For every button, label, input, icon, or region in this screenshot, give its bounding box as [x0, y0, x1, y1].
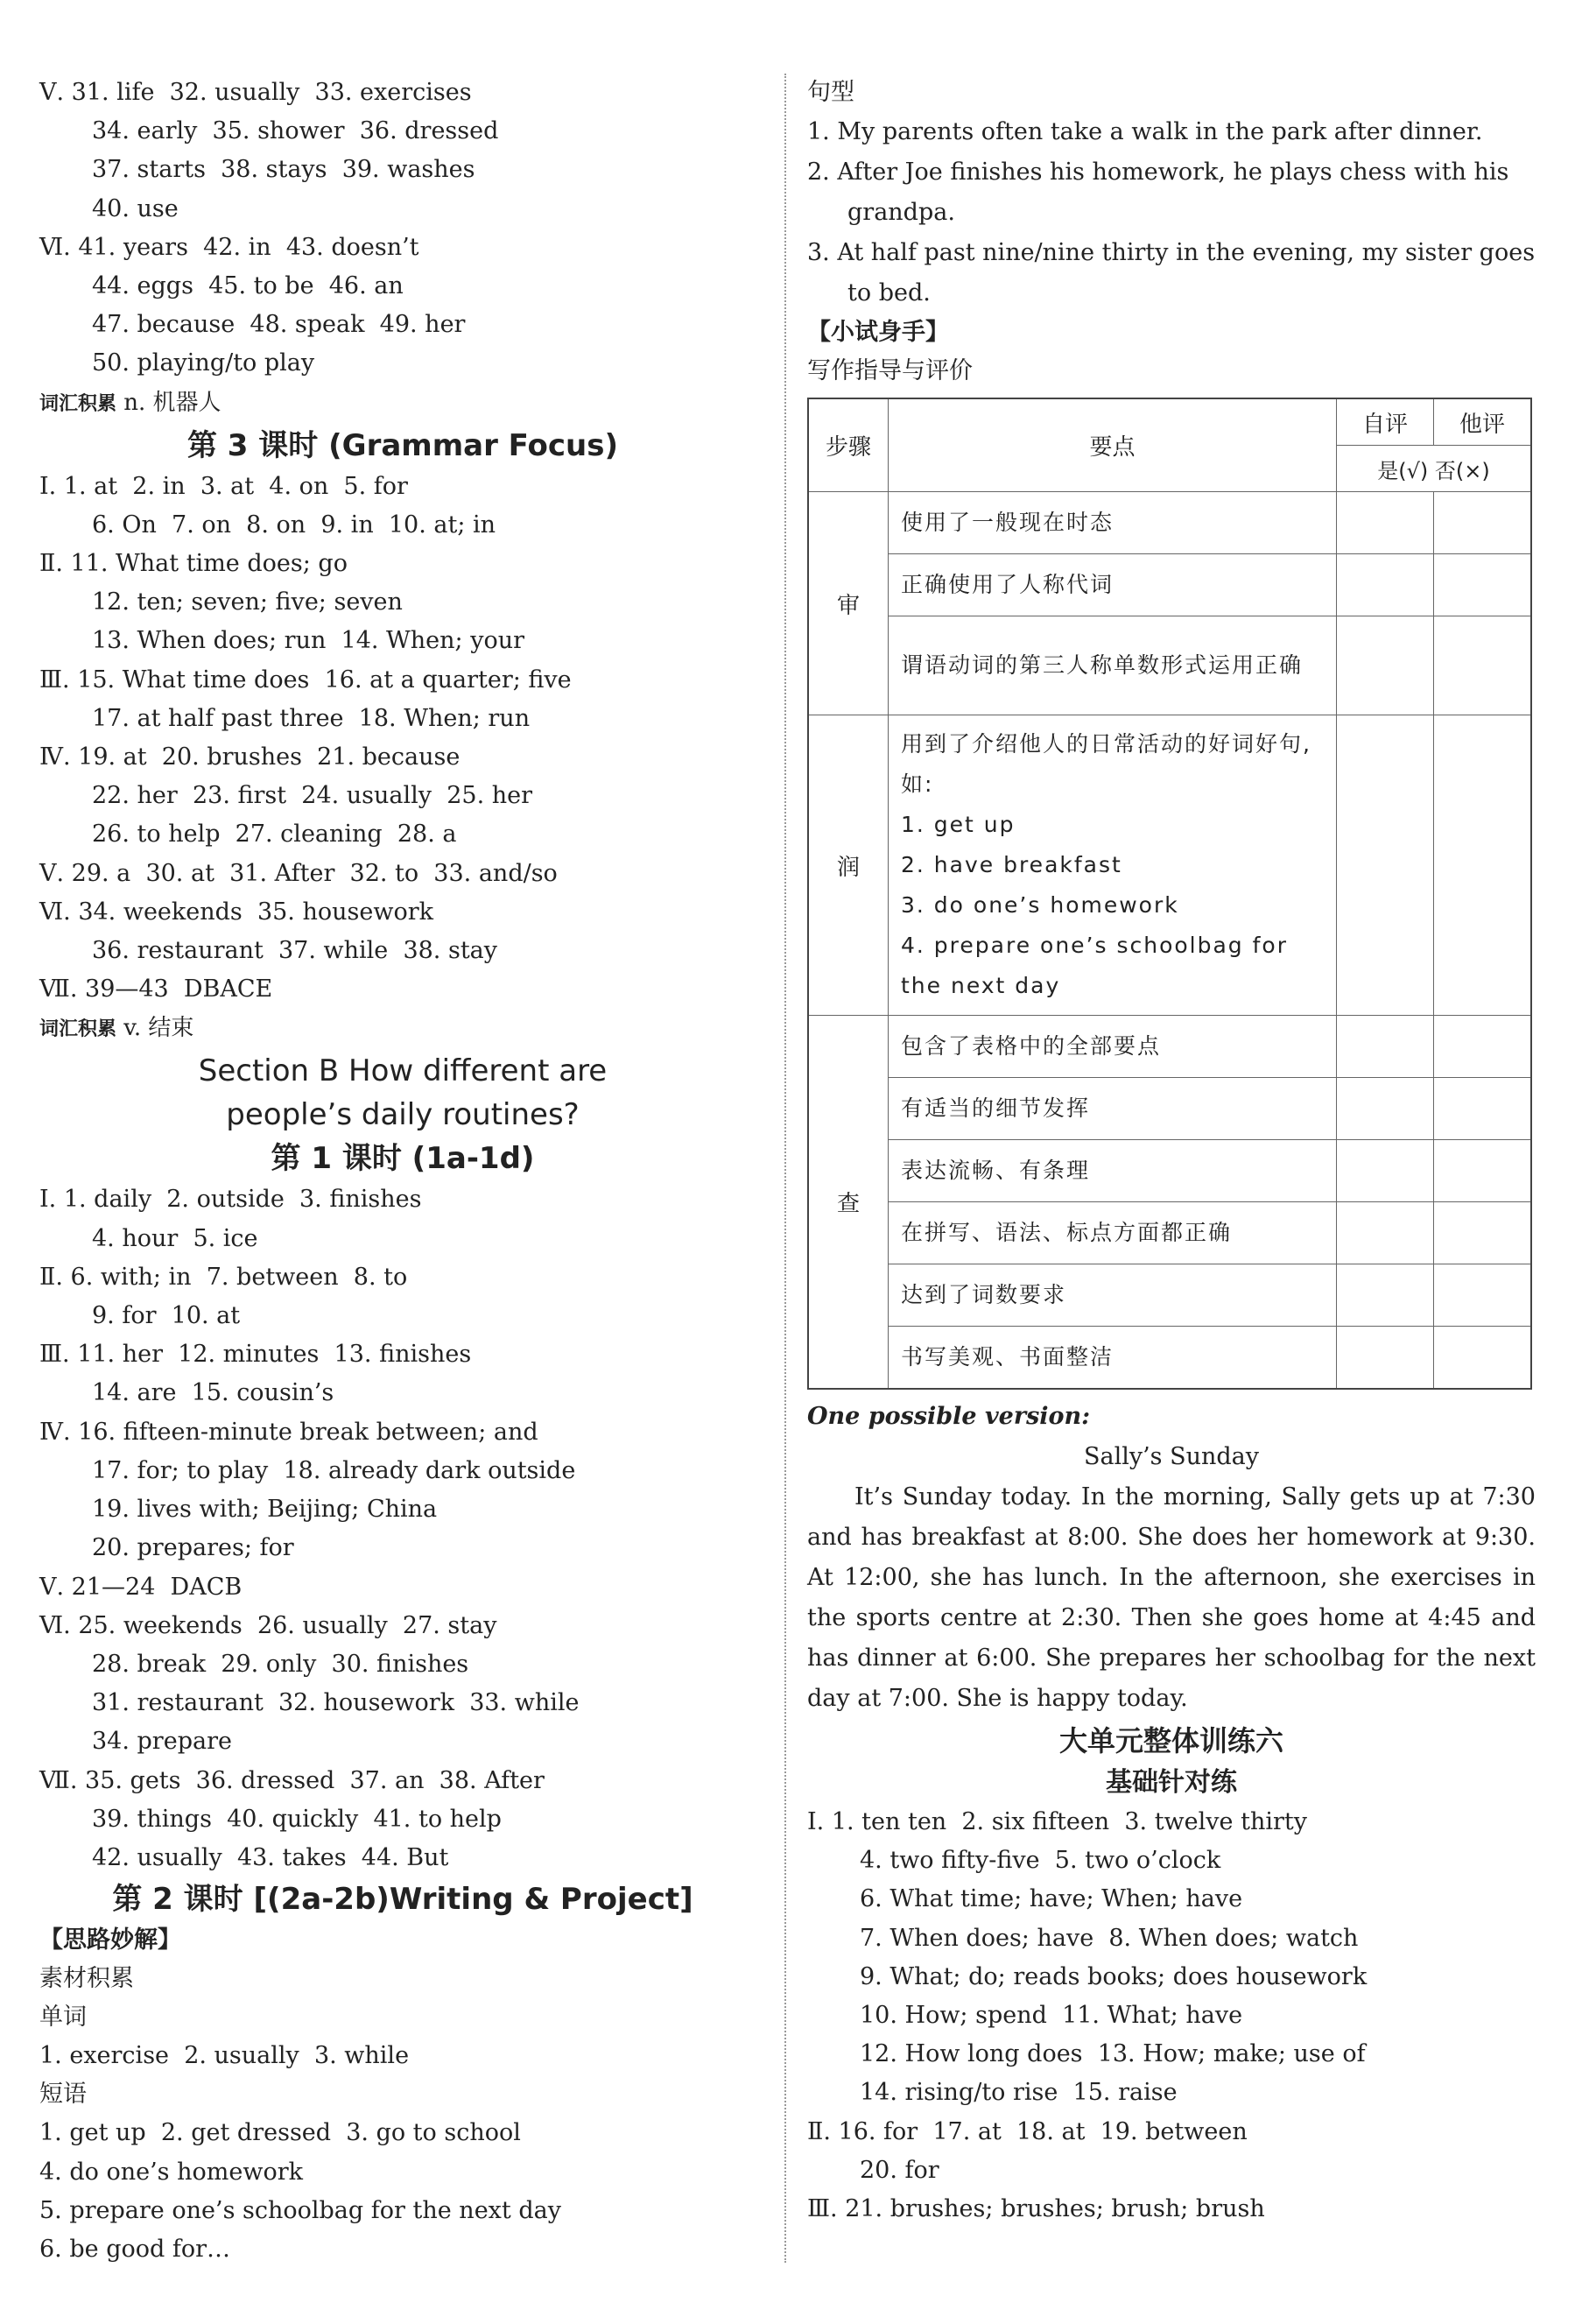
- answer-line: 9. for 10. at: [92, 1302, 241, 1330]
- essay-body: [807, 1477, 1536, 1719]
- step-run: 润: [808, 715, 889, 1016]
- point-item: 包含了表格中的全部要点: [889, 1016, 1337, 1078]
- sentence-item: 1. My parents often take a walk in the park after dinner.: [807, 118, 1483, 145]
- answer-line: 4. two fifty-five 5. two o’clock: [860, 1847, 1221, 1875]
- header-other: 他评: [1434, 398, 1532, 446]
- self-check-cell[interactable]: [1337, 715, 1434, 1016]
- unit-subtitle: 基础针对练: [1106, 1767, 1237, 1798]
- sucai-heading: 素材积累: [39, 1965, 134, 1993]
- left-column: [39, 74, 766, 2269]
- answer-line: 40. use: [92, 194, 179, 222]
- answer-line: 7. When does; have 8. When does; watch: [860, 1924, 1359, 1952]
- step-cha: 查: [808, 1016, 889, 1390]
- peer-check-cell[interactable]: [1434, 492, 1532, 554]
- answer-line: Ⅲ. 15. What time does 16. at a quarter; five: [39, 666, 572, 694]
- lesson-3-answers: [39, 468, 766, 1010]
- answers-v-vi: [39, 74, 766, 384]
- point-item: 有适当的细节发挥: [889, 1078, 1337, 1140]
- column-divider: [784, 74, 786, 2263]
- peer-check-cell[interactable]: [1434, 1264, 1532, 1327]
- vocab-text: n. 机器人: [116, 389, 221, 416]
- answer-line: Ⅲ. 21. brushes; brushes; brush; brush: [807, 2195, 1265, 2223]
- answer-line: Ⅱ. 6. with; in 7. between 8. to: [39, 1263, 408, 1291]
- lesson-3-title: 第 3 课时 (Grammar Focus): [186, 427, 619, 463]
- answer-line: 26. to help 27. cleaning 28. a: [92, 820, 457, 849]
- sentence-item: 2. After Joe finishes his homework, he plays chess with his grandpa.: [807, 158, 1509, 226]
- phrase-line: 6. be good for…: [39, 2235, 231, 2263]
- self-check-cell[interactable]: [1337, 1264, 1434, 1327]
- answer-line: 34. prepare: [92, 1728, 232, 1756]
- point-item: 达到了词数要求: [889, 1264, 1337, 1327]
- answer-line: 17. for; to play 18. already dark outside: [92, 1456, 576, 1484]
- essay-paragraph: It’s Sunday today. In the morning, Sally gets up at 7:30 and has breakfast at 8:00. She does her homework at 9:30. At 12:00, she has lunch. In the afternoon, she exercises in the sports centre at 2:30. Then she goes home at 4:45 and has dinner at 6:00. She prepares her schoolbag for the next day at 7:00. She is happy today.: [807, 1483, 1536, 1712]
- peer-check-cell[interactable]: [1434, 1140, 1532, 1202]
- answer-line: 42. usually 43. takes 44. But: [92, 1843, 449, 1871]
- self-check-cell[interactable]: [1337, 1202, 1434, 1264]
- answer-line: Ⅵ. 25. weekends 26. usually 27. stay: [39, 1611, 497, 1639]
- self-check-cell[interactable]: [1337, 554, 1434, 616]
- answer-line: 12. How long does 13. How; make; use of: [860, 2040, 1366, 2068]
- answer-line: Ⅴ. 29. a 30. at 31. After 32. to 33. and/so: [39, 859, 558, 887]
- answer-line: Ⅱ. 11. What time does; go: [39, 550, 348, 578]
- answer-line: 20. for: [860, 2156, 939, 2184]
- guide-title: 写作指导与评价: [807, 357, 973, 384]
- point-item: 用到了介绍他人的日常活动的好词好句,如: 1. get up 2. have breakfast 3. do one’s homework 4. prepare one’s schoolbag for the next day: [889, 715, 1337, 1016]
- answer-line: 28. break 29. only 30. finishes: [92, 1650, 469, 1678]
- answer-line: Ⅶ. 39—43 DBACE: [39, 975, 273, 1004]
- answer-line: 22. her 23. first 24. usually 25. her: [92, 782, 533, 810]
- answer-line: Ⅱ. 16. for 17. at 18. at 19. between: [807, 2117, 1248, 2145]
- answer-line: Ⅰ. 1. ten ten 2. six fifteen 3. twelve thirty: [807, 1808, 1307, 1835]
- answer-line: 37. starts 38. stays 39. washes: [92, 156, 475, 184]
- peer-check-cell[interactable]: [1434, 1078, 1532, 1140]
- point-item: 表达流畅、有条理: [889, 1140, 1337, 1202]
- juxing-heading: 句型: [807, 79, 854, 106]
- header-yes-no: 是(√) 否(×): [1337, 446, 1532, 492]
- header-step: 步骤: [808, 398, 889, 492]
- answer-line: 4. hour 5. ice: [92, 1224, 258, 1252]
- answer-line: 19. lives with; Beijing; China: [92, 1496, 438, 1524]
- essay-title: Sally’s Sunday: [1083, 1443, 1260, 1470]
- answer-line: Ⅶ. 35. gets 36. dressed 37. an 38. After: [39, 1766, 545, 1794]
- answer-line: 14. are 15. cousin’s: [92, 1379, 334, 1407]
- answer-line: Ⅵ. 41. years 42. in 43. doesn’t: [39, 233, 419, 261]
- header-self: 自评: [1337, 398, 1434, 446]
- danci-line: 1. exercise 2. usually 3. while: [39, 2042, 410, 2070]
- answer-line: 14. rising/to rise 15. raise: [860, 2079, 1178, 2107]
- header-point: 要点: [889, 398, 1337, 492]
- right-column: [807, 74, 1536, 2229]
- point-item: 书写美观、书面整洁: [889, 1327, 1337, 1390]
- point-item: 使用了一般现在时态: [889, 492, 1337, 554]
- lesson-2-title: 第 2 课时 [(2a-2b)Writing & Project]: [112, 1882, 693, 1918]
- vocab-tag: 词汇积累: [39, 1018, 117, 1041]
- phrase-line: 4. do one’s homework: [39, 2158, 303, 2186]
- silu-heading: 【思路妙解】: [39, 1926, 181, 1954]
- self-check-cell[interactable]: [1337, 1078, 1434, 1140]
- unit-title: 大单元整体训练六: [1058, 1724, 1283, 1757]
- peer-check-cell[interactable]: [1434, 715, 1532, 1016]
- step-shen: 审: [808, 492, 889, 715]
- answer-line: 10. How; spend 11. What; have: [860, 2002, 1243, 2030]
- answer-line: 13. When does; run 14. When; your: [92, 627, 525, 655]
- vocab-note: [39, 384, 766, 424]
- vocab-note: [39, 1009, 766, 1049]
- lesson-1-title: 第 1 课时 (1a-1d): [271, 1141, 535, 1177]
- point-item: 正确使用了人称代词: [889, 554, 1337, 616]
- answer-line: 36. restaurant 37. while 38. stay: [92, 937, 498, 965]
- duanyu-heading: 短语: [39, 2081, 87, 2109]
- answer-line: 44. eggs 45. to be 46. an: [92, 272, 404, 300]
- answer-line: Ⅳ. 19. at 20. brushes 21. because: [39, 743, 461, 771]
- self-check-cell[interactable]: [1337, 492, 1434, 554]
- section-b-title: Section B How different are: [198, 1053, 608, 1089]
- peer-check-cell[interactable]: [1434, 616, 1532, 715]
- point-item: 谓语动词的第三人称单数形式运用正确: [889, 616, 1337, 715]
- vocab-tag: 词汇积累: [39, 392, 117, 415]
- unit-answers: [807, 1803, 1536, 2229]
- answer-line: 39. things 40. quickly 41. to help: [92, 1805, 502, 1833]
- answer-line: 6. On 7. on 8. on 9. in 10. at; in: [92, 511, 496, 539]
- answer-line: 20. prepares; for: [92, 1534, 294, 1562]
- self-check-cell[interactable]: [1337, 616, 1434, 715]
- peer-check-cell[interactable]: [1434, 1016, 1532, 1078]
- answer-line: Ⅳ. 16. fifteen-minute break between; and: [39, 1418, 538, 1446]
- answer-line: 9. What; do; reads books; does housework: [860, 1962, 1368, 1990]
- section-b-title-line2: people’s daily routines?: [226, 1097, 580, 1133]
- vocab-text: v. 结束: [116, 1015, 194, 1042]
- peer-check-cell[interactable]: [1434, 1327, 1532, 1390]
- self-check-cell[interactable]: [1337, 1016, 1434, 1078]
- answer-line: 47. because 48. speak 49. her: [92, 311, 466, 339]
- answer-line: 6. What time; have; When; have: [860, 1885, 1243, 1913]
- version-label: One possible version:: [807, 1403, 1091, 1430]
- point-item: 在拼写、语法、标点方面都正确: [889, 1202, 1337, 1264]
- answer-line: 34. early 35. shower 36. dressed: [92, 117, 499, 145]
- phrase-line: 5. prepare one’s schoolbag for the next day: [39, 2196, 561, 2224]
- self-check-cell[interactable]: [1337, 1327, 1434, 1390]
- answer-line: Ⅰ. 1. at 2. in 3. at 4. on 5. for: [39, 472, 408, 500]
- answer-line: 31. restaurant 32. housework 33. while: [92, 1689, 580, 1717]
- lesson-1-answers: [39, 1180, 766, 1877]
- answer-line: Ⅰ. 1. daily 2. outside 3. finishes: [39, 1186, 422, 1214]
- peer-check-cell[interactable]: [1434, 554, 1532, 616]
- answer-line: Ⅲ. 11. her 12. minutes 13. finishes: [39, 1341, 472, 1369]
- peer-check-cell[interactable]: [1434, 1202, 1532, 1264]
- answer-line: 50. playing/to play: [92, 349, 315, 377]
- sentence-item: 3. At half past nine/nine thirty in the evening, my sister goes to bed.: [807, 239, 1536, 306]
- answer-line: Ⅴ. 21—24 DACB: [39, 1573, 243, 1601]
- evaluation-table: [807, 398, 1532, 1390]
- self-check-cell[interactable]: [1337, 1140, 1434, 1202]
- answer-line: Ⅵ. 34. weekends 35. housework: [39, 898, 433, 926]
- answer-line: 17. at half past three 18. When; run: [92, 704, 531, 732]
- xiaoshi-heading: 【小试身手】: [807, 319, 949, 346]
- phrase-line: 1. get up 2. get dressed 3. go to school: [39, 2119, 521, 2147]
- answer-line: Ⅴ. 31. life 32. usually 33. exercises: [39, 79, 472, 106]
- answer-line: 12. ten; seven; five; seven: [92, 588, 403, 616]
- danci-heading: 单词: [39, 2004, 87, 2032]
